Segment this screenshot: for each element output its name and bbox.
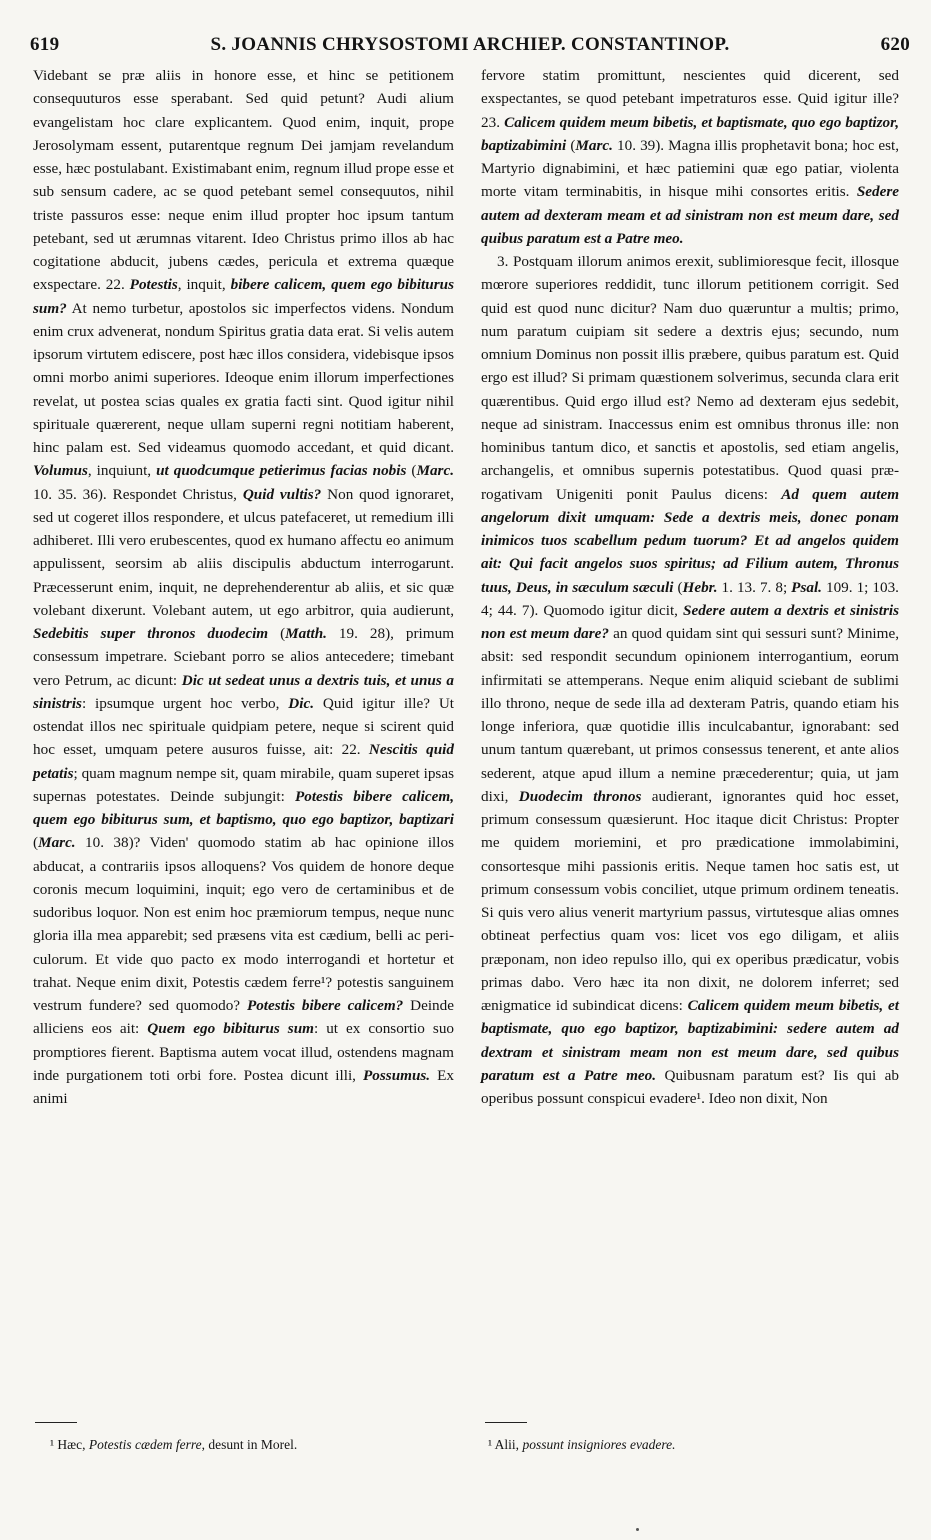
- italic-run: ut quodcumque petierimus facias nobis: [156, 462, 407, 480]
- text-run: Non quod ignoraret, sed ut cogeret illos respondere, et ulcus patefaceret, ut remedium illi adhiberet. Illi vero erubescentes, quod ex humano affectu eo animum appulissent, seorsim ab aliis discipulis abductum interrogarunt. Præcesserunt enim, inquit, ne deprehenderentur ab aliis, et sic quæ volebant dixerunt. Volebant autem, ut ego arbitror, quia audierunt,: [33, 485, 454, 619]
- italic-run: Ad quem autem angelorum dixit umquam: Sede a dextris meis, donec ponam inimicos tuos scabellum pedum tuorum? Et ad angelos quidem ait: Qui facit angelos suos spiritus; ad Filium autem, Thronus tuus, Deus, in sæculum sæculi: [481, 485, 900, 596]
- text-run: 1. 13. 7. 8;: [717, 578, 792, 596]
- text-run: (: [566, 136, 576, 154]
- italic-run: Psal.: [791, 578, 822, 596]
- text-run: , desunt in Morel.: [201, 1437, 298, 1452]
- italic-run: Matth.: [285, 625, 327, 642]
- text-run: 19. 28), primum consessum impetrare. Sciebant porro se alios antecedere; timebant vero Petrum, ac dicunt:: [33, 625, 455, 689]
- footnote-right: [488, 1436, 888, 1454]
- text-run: ¹ Hæc,: [50, 1437, 89, 1452]
- page-number-right: 620: [880, 34, 910, 55]
- footnote-rule-left: [35, 1422, 77, 1423]
- right-column-paragraph-1: [481, 64, 899, 250]
- italic-run: Marc.: [575, 136, 613, 154]
- italic-run: Sedere autem ad dexteram meam et ad sinistram non est meum dare, sed quibus paratum est a Patre meo.: [481, 183, 899, 247]
- italic-run: Sedebitis super thronos duodecim: [33, 625, 269, 642]
- italic-run: Quid vultis?: [242, 485, 322, 503]
- italic-run: Potestis: [129, 276, 178, 294]
- right-column: [481, 64, 899, 1110]
- text-run: 10. 35. 36). Respondet Christus,: [33, 485, 243, 503]
- ink-speck: [636, 1528, 639, 1531]
- italic-run: Marc.: [38, 834, 76, 852]
- text-run: Quibusnam paratum est? Iis qui ab operibus possunt conspicui evadere¹. Ideo non dixit, Non: [481, 1066, 899, 1107]
- italic-run: Hebr.: [682, 578, 718, 596]
- italic-run: bibere calicem, quem ego bibiturus sum?: [33, 276, 454, 317]
- italic-run: Dic ut sedeat unus a dextris tuis, et unus a sinistris: [33, 671, 454, 712]
- text-run: Videbant se præ aliis in honore esse, et hinc se petitionem consequuturos esse sperabant. Sed quid petunt? Audi alium evangelistam hoc clare explicantem. Quod enim, inquit, prope Jerosolymam essent, putarentque regnum Dei jamjam revelandum esse, hæc postulabant. Existimabant enim, regnum illud prope esse et sub sensum cadere, ac se quod petebant semel consequutos, nihil triste passuros esse: neque enim illud propter hoc ipsum tantum petebant, sed ut ærumnas vitarent. Ideo Christus primo illos ab hac cogitatione abducit, jubens cædes, pericula et extrema quæque exspectare. 22.: [33, 67, 454, 294]
- italic-run: Calicem quidem meum bibetis, et baptismate, quo ego baptizor, baptizabimini: [481, 113, 900, 154]
- italic-run: possunt insigniores evadere.: [522, 1437, 676, 1452]
- italic-run: Potestis cædem ferre: [88, 1437, 202, 1452]
- italic-run: Potestis bibere calicem?: [246, 997, 404, 1014]
- italic-run: Volumus: [33, 462, 88, 480]
- text-run: fervore statim promittunt, nescientes quid dicerent, sed exspectantes, se quod petebant impetraturos esse. Quid igitur ille? 23.: [481, 67, 899, 131]
- italic-run: Sedere autem a dextris et sinistris non est meum dare?: [481, 601, 899, 642]
- italic-run: Nescitis quid petatis: [33, 741, 454, 782]
- footnote-rule-right: [485, 1422, 527, 1423]
- italic-run: Possumus.: [363, 1066, 431, 1084]
- text-run: 10. 38)? Viden' quomodo statim ab hac opinione illos abducat, a contrariis ipsos alloquens? Vos quidem de honore deque coronis mecum loquimini, inquit; ego vero de certaminibus et de sudoribus loquor. Non est enim hoc præmiorum tempus, neque nunc gloria illa mea apparebit; sed præsens vita est cædium, belli ac periculorum. Et vide quo pacto ex modo interrogandi et hortetur et trahat. Neque enim dixit, Potestis cædem ferre¹? potestis sanguinem vestrum fundere? sed quomodo?: [33, 834, 454, 1014]
- italic-run: Dic.: [288, 694, 315, 712]
- text-run: (: [33, 834, 39, 852]
- text-run: 109. 1; 103. 4; 44. 7). Quomodo igitur dicit,: [481, 578, 899, 619]
- italic-run: Duodecim thronos: [518, 787, 642, 805]
- text-run: : ipsumque urgent hoc verbo,: [81, 694, 289, 712]
- text-run: : ut ex consortio suo promptiores fierent. Baptisma autem vocat illud, ostendens magnam inde purgationem toti orbi fore. Postea dicunt illi,: [33, 1020, 455, 1084]
- italic-run: Quem ego bibiturus sum: [147, 1020, 314, 1038]
- left-column: [33, 64, 454, 1110]
- text-run: (: [406, 462, 417, 480]
- text-run: audierant, ignorantes quid hoc esset, primum consessum quæsierunt. Hoc itaque dicit Christus: Propter me quidem moriemini, et pro prædicatione immolabimini, consortesque mihi passionis eritis. Neque tamen hoc satis est, ut primum consessum vobis conciliet, utque primum ordinem teneatis. Si quis vero alius venerit martyrium passus, virtutesque alias omnes obtineat perfectius quam vos: licet vos ego diligam, et aliis præponam, non ideo repulso illo, qui ex operibus prædicatur, vobis primas dabo. Vero hæc ita non dixit, ne dolorem inferret; sed ænigmatice id subindicat dicens:: [481, 787, 899, 1014]
- text-run: (: [673, 578, 683, 596]
- text-run: an quod quidam sint qui sessuri sunt? Minime, absit: sed respondit secundum opinionem interrogantium, eorum infirmitati se attemperans. Neque enim aliquid sciebant de sublimi illo throno, neque de sede illa ad dexteram Patris, quando etiam his longe inferiora, quæ quotidie illis inculcabantur, ignorabant: sed unum tantum quærebant, ut primos consessus tenerent, et ante alios sederent, atque apud illum a nemine præcederentur; quia, ut jam dixi,: [481, 625, 899, 805]
- right-column-paragraph-2: [481, 250, 899, 1110]
- page-header: [30, 34, 910, 58]
- text-run: At nemo turbetur, apostolos sic imperfectos videns. Nondum enim crux advenerat, nondum Spiritus gratia data erat. Si velis autem ipsorum virtutem ediscere, post hæc illos considera, videbisque ipsos omni morbo animi superiores. Ideoque enim illorum imperfectiones revelat, ut postea scias quales ex gratia facti sint. Quod igitur nihil spirituale quærerent, neque ullam superni regni notitiam haberent, hinc palam est. Sed videamus quomodo accedant, et quid dicant.: [33, 299, 454, 456]
- text-run: ; quam magnum nempe sit, quam mirabile, quam superet ipsas supernas potestates. Deinde subjungit:: [33, 764, 454, 805]
- text-run: ¹ Alii,: [488, 1437, 523, 1452]
- text-run: , inquiunt,: [87, 462, 157, 480]
- text-run: Deinde alliciens eos ait:: [33, 997, 454, 1038]
- text-run: Quid igitur ille? Ut ostendat illos nec spirituale quidpiam petere, neque si scirent quid hoc esset, umquam petere ausuros fuisse, ait: 22.: [33, 694, 455, 759]
- page-number-left: 619: [30, 34, 60, 55]
- text-run: Ex animi: [33, 1066, 454, 1107]
- italic-run: Potestis bibere calicem, quem ego bibiturus sum, et baptismo, quo ego baptizor, baptizari: [33, 787, 454, 828]
- left-column-text: [33, 64, 454, 1110]
- text-run: 3. Postquam illorum animos erexit, sublimioresque fecit, illosque mœrore superiores reddidit, tunc illorum petitionem corrigit. Sed quid est quod nunc dicitur? Nam duo quæruntur a multis; primo, num paratum cuipiam sit sedere a dextris ejus; secundo, num omnium Dominus non possit illis præbere, quibus paratum est. Quid ergo est illud? Si primam quæstionem solverimus, secunda clara erit quærentibus. Quid ergo illud est? Nemo ad dexteram ejus sedebit, neque ad sinistram. Inaccessus enim est omnibus thronus ille: non hominibus tantum dico, et sanctis et apostolis, sed etiam angelis, archangelis, et omnibus supernis potestatibus. Quod quasi prærogativam Unigeniti ponit Paulus dicens:: [481, 253, 899, 503]
- italic-run: Calicem quidem meum bibetis, et baptismate, quo ego baptizor, baptizabimini: sedere autem ad dextram et sinistram meam non est meum dare, sed quibus paratum est a Patre meo.: [481, 997, 899, 1084]
- text-run: 10. 39). Magna illis prophetavit bona; hoc est, Martyrio dignabimini, et hæc patiemini quæ ego patiar, violenta morte vitam terminabitis, in hisque mihi consortes eritis.: [481, 136, 900, 201]
- footnote-left: [50, 1436, 450, 1454]
- running-head: S. JOANNIS CHRYSOSTOMI ARCHIEP. CONSTANTINOP.: [210, 34, 730, 55]
- text-run: , inquit,: [177, 276, 231, 294]
- italic-run: Marc.: [416, 462, 454, 480]
- text-run: (: [268, 625, 286, 642]
